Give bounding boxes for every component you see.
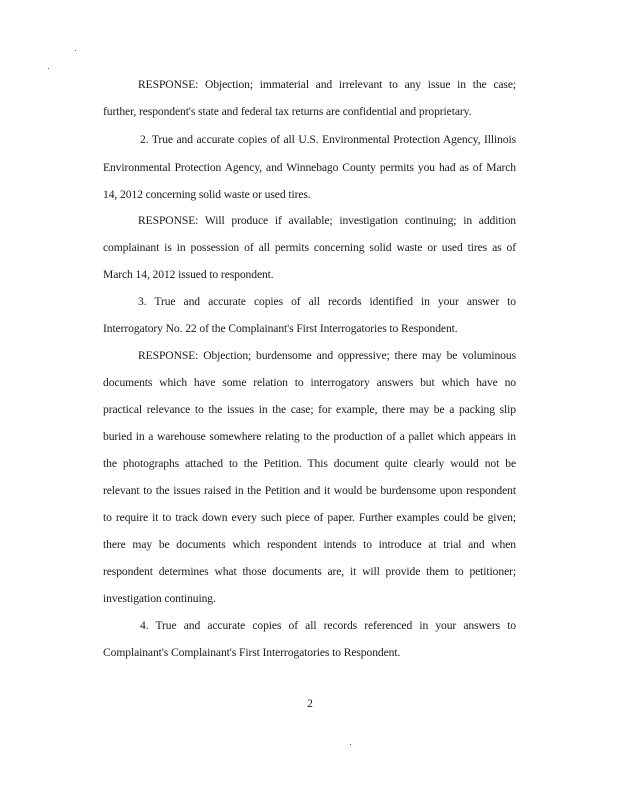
response-2-line-1: RESPONSE: Will produce if available; investigation continuing; in addition bbox=[138, 214, 516, 227]
response-3-line-6: relevant to the issues raised in the Petition and it would be burdensome upon respondent bbox=[103, 484, 516, 497]
response-3-line-3: practical relevance to the issues in the case; for example, there may be a packing slip bbox=[103, 403, 516, 416]
scan-speck bbox=[75, 50, 76, 51]
response-3-line-10: investigation continuing. bbox=[103, 592, 216, 605]
response-2-line-2: complainant is in possession of all permits concerning solid waste or used tires as of bbox=[103, 241, 516, 254]
request-2-line-1: 2. True and accurate copies of all U.S. Environmental Protection Agency, Illinois bbox=[140, 133, 516, 146]
response-3-line-5: the photographs attached to the Petition. This document quite clearly would not be bbox=[103, 457, 516, 470]
response-1-line-1: RESPONSE: Objection; immaterial and irrelevant to any issue in the case; bbox=[138, 78, 516, 91]
response-3-line-4: buried in a warehouse somewhere relating to the production of a pallet which appears in bbox=[103, 430, 516, 443]
page-number: 2 bbox=[307, 697, 313, 710]
scan-speck bbox=[350, 744, 351, 745]
request-2-line-2: Environmental Protection Agency, and Winnebago County permits you had as of March bbox=[103, 161, 516, 174]
request-3-line-2: Interrogatory No. 22 of the Complainant's First Interrogatories to Respondent. bbox=[103, 322, 458, 335]
response-3-line-8: there may be documents which respondent intends to introduce at trial and when bbox=[103, 538, 516, 551]
request-4-line-1: 4. True and accurate copies of all records referenced in your answers to bbox=[140, 619, 516, 632]
response-2-line-3: March 14, 2012 issued to respondent. bbox=[103, 268, 274, 281]
request-3-line-1: 3. True and accurate copies of all records identified in your answer to bbox=[138, 295, 516, 308]
response-3-line-7: to require it to track down every such piece of paper. Further examples could be given; bbox=[103, 511, 516, 524]
response-3-line-1: RESPONSE: Objection; burdensome and oppressive; there may be voluminous bbox=[138, 349, 516, 362]
request-2-line-3: 14, 2012 concerning solid waste or used tires. bbox=[103, 188, 311, 201]
request-4-line-2: Complainant's Complainant's First Interrogatories to Respondent. bbox=[103, 646, 401, 659]
response-1-line-2: further, respondent's state and federal tax returns are confidential and proprietary. bbox=[103, 105, 472, 118]
response-3-line-2: documents which have some relation to interrogatory answers but which have no bbox=[103, 376, 516, 389]
scan-speck bbox=[48, 68, 49, 69]
response-3-line-9: respondent determines what those documents are, it will provide them to petitioner; bbox=[103, 565, 516, 578]
